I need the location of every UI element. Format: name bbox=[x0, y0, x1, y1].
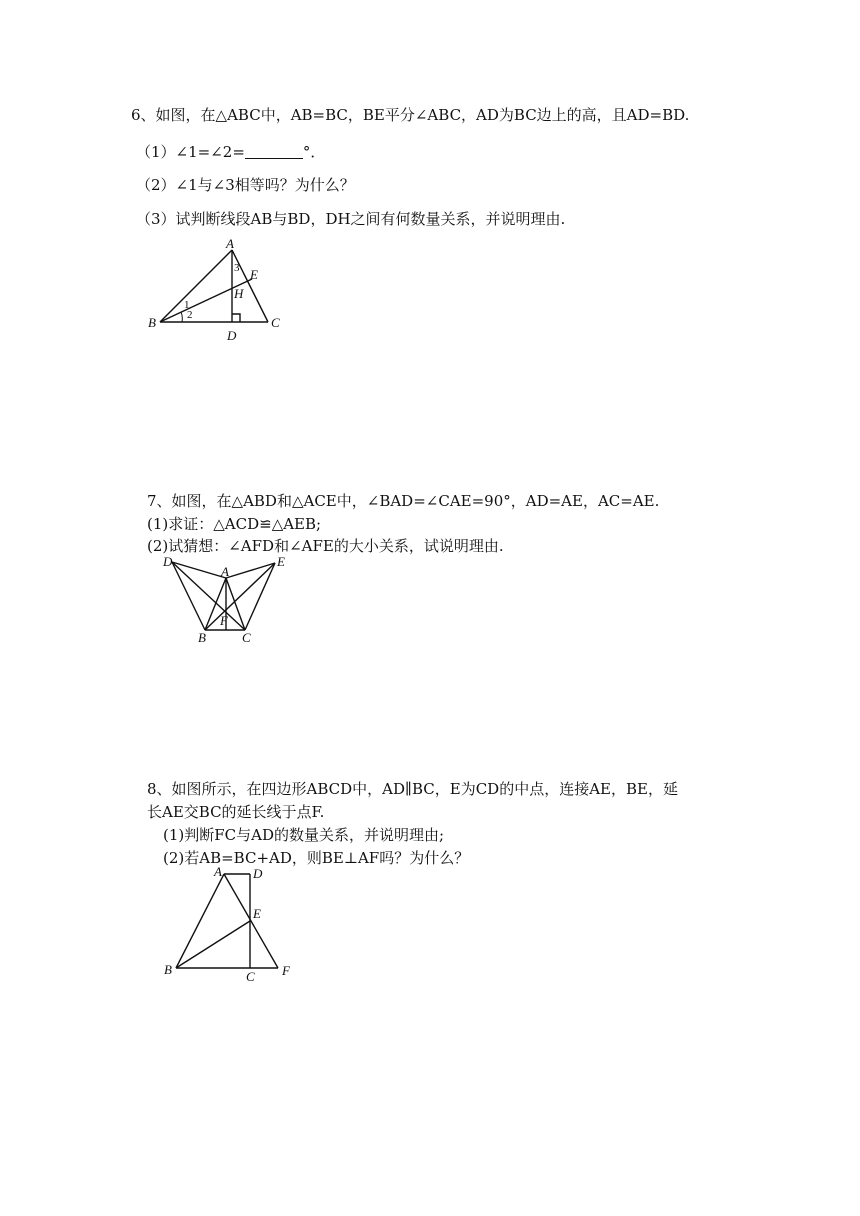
q6-part1-text: （1）∠1=∠2= bbox=[136, 143, 245, 161]
q6-part1-unit: °． bbox=[302, 143, 326, 161]
q6-part2: （2）∠1与∠3相等吗？为什么？ bbox=[136, 176, 355, 194]
q6-label-C: C bbox=[271, 315, 280, 330]
q8-stem-line1: 8、如图所示，在四边形ABCD中，AD∥BC，E为CD的中点，连接AE，BE，延 bbox=[147, 780, 678, 798]
q8-label-F: F bbox=[282, 963, 290, 978]
q6-label-H: H bbox=[234, 286, 244, 301]
q7-label-C: C bbox=[242, 630, 251, 645]
q6-part3: （3）试判断线段AB与BD，DH之间有何数量关系，并说明理由. bbox=[136, 210, 566, 228]
q7-label-D: D bbox=[163, 554, 173, 569]
q8-label-D: D bbox=[253, 866, 263, 881]
q6-label-3: 3 bbox=[234, 262, 240, 274]
q7-label-E: E bbox=[277, 554, 285, 569]
q7-part1: (1)求证：△ACD≌△AEB; bbox=[147, 515, 322, 533]
q8-label-A: A bbox=[214, 864, 222, 879]
q7-label-F: F bbox=[220, 613, 228, 628]
q8-label-B: B bbox=[164, 962, 172, 977]
q7-label-B: B bbox=[198, 630, 206, 645]
q6-stem: 6、如图，在△ABC中，AB=BC，BE平分∠ABC，AD为BC边上的高，且AD=BD. bbox=[131, 106, 690, 124]
q6-label-2: 2 bbox=[187, 309, 193, 321]
q6-label-D: D bbox=[227, 328, 237, 343]
q8-label-C: C bbox=[246, 969, 255, 984]
q7-label-A: A bbox=[221, 564, 229, 579]
q7-part2: (2)试猜想：∠AFD和∠AFE的大小关系，试说明理由. bbox=[147, 537, 504, 555]
q8-part1: (1)判断FC与AD的数量关系，并说明理由; bbox=[163, 826, 445, 844]
q6-label-E: E bbox=[250, 267, 258, 282]
q8-stem-line2: 长AE交BC的延长线于点F. bbox=[147, 803, 325, 821]
q7-stem: 7、如图，在△ABD和△ACE中，∠BAD=∠CAE=90°，AD=AE，AC=AE. bbox=[147, 492, 660, 510]
q8-part2: (2)若AB=BC+AD，则BE⊥AF吗？为什么？ bbox=[163, 849, 470, 867]
q6-label-B: B bbox=[148, 315, 156, 330]
q6-label-1: 1 bbox=[184, 299, 190, 311]
q6-label-A: A bbox=[226, 236, 234, 251]
q8-label-E: E bbox=[253, 906, 261, 921]
